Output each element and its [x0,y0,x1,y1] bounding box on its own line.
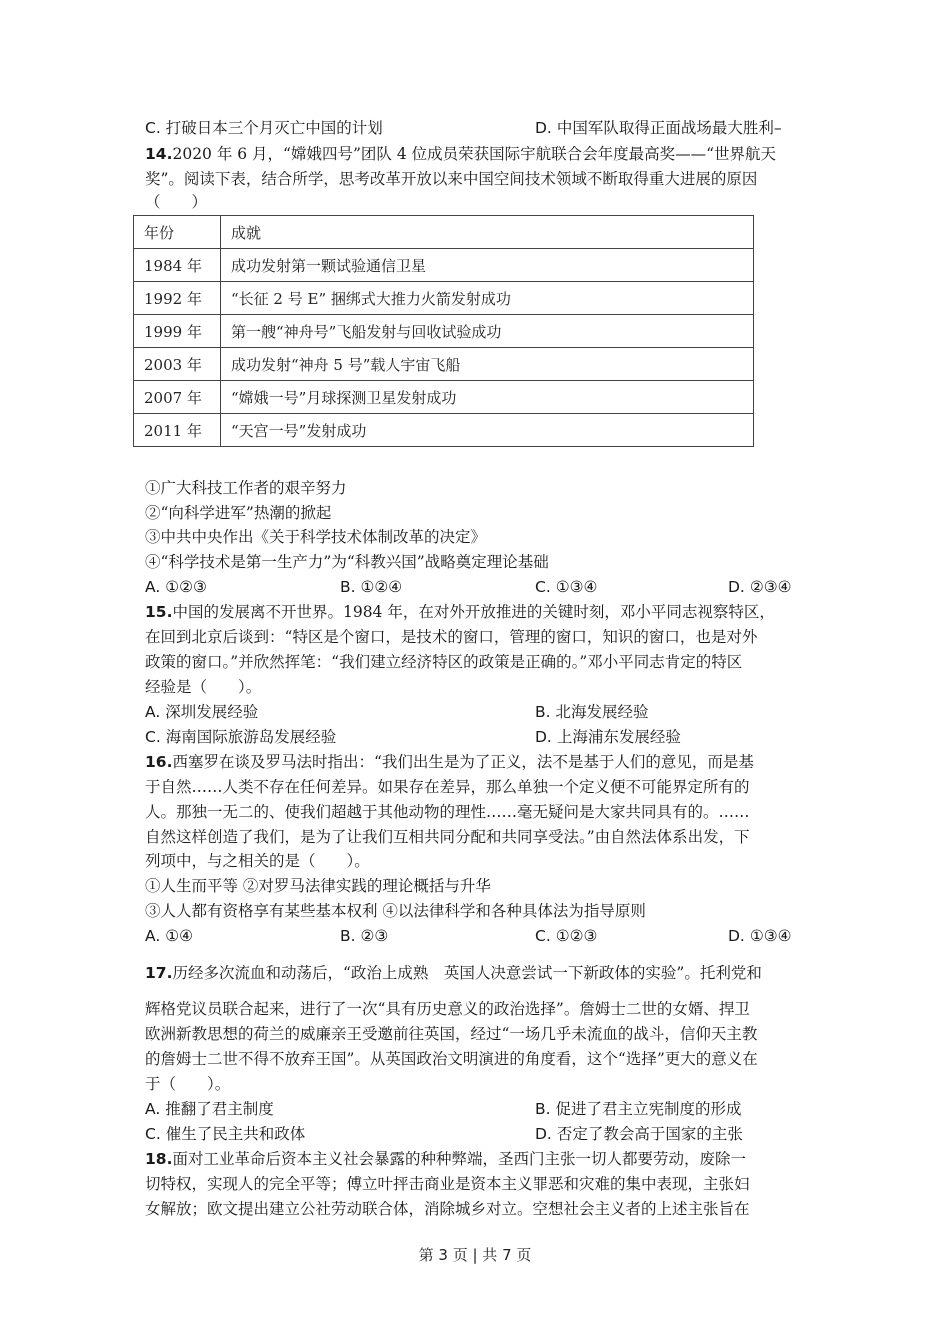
table-row [134,348,754,381]
q17-stem-line-5: 于（ ）。 [145,1075,231,1093]
cell-year: 1984 年 [134,249,221,282]
q17-stem-line-1: 17.历经多次流血和动荡后，“政治上成熟 英国人决意尝试一下新政体的实验”。托利党和 [145,964,762,982]
q14-stem-line-1: 14.2020 年 6 月，“嫦娥四号”团队 4 位成员荣获国际宇航联合会年度最高奖——“世界航天 [145,145,777,163]
q14-option-a: A. ①②③ [145,578,207,596]
q16-option-a: A. ①④ [145,927,193,945]
question-number: 14. [145,145,173,163]
header-year: 年份 [134,216,221,249]
q14-option-d: D. ②③④ [728,578,792,596]
q16-stem-line-3: 人。那独一无二的、使我们超越于其他动物的理性……毫无疑问是大家共同具有的。…… [145,803,750,821]
table-header-row [134,216,754,249]
achievements-table [133,215,754,447]
table-row [134,414,754,447]
q17-stem-line-2: 辉格党议员联合起来，进行了一次“具有历史意义的政治选择”。詹姆士二世的女婿、捍卫 [145,1000,750,1018]
q17-stem-line-4: 的詹姆士二世不得不放弃王国”。从英国政治文明演进的角度看，这个“选择”更大的意义在 [145,1050,758,1068]
q18-stem-line-3: 女解放；欧文提出建立公社劳动联合体，消除城乡对立。空想社会主义者的上述主张旨在 [145,1200,750,1218]
question-number: 15. [145,603,173,621]
option-text: 中国军队取得正面战场最大胜利– [556,119,782,137]
q14-stem-line-2: 奖”。阅读下表，结合所学，思考改革开放以来中国空间技术领域不断取得重大进展的原因 [145,170,758,188]
option-label: D. [535,119,552,137]
q14-item-3: ③中共中央作出《关于科学技术体制改革的决定》 [145,528,487,546]
cell-achievement: 第一艘“神舟号”飞船发射与回收试验成功 [221,315,754,348]
q15-stem-line-2: 在回到北京后谈到：“特区是个窗口，是技术的窗口，管理的窗口，知识的窗口，也是对外 [145,628,758,646]
q17-stem-line-3: 欧洲新教思想的荷兰的威廉亲王受邀前往英国，经过“一场几乎未流血的战斗，信仰天主教 [145,1025,758,1043]
q18-stem-line-2: 切特权，实现人的完全平等；傅立叶抨击商业是资本主义罪恶和灾难的集中表现，主张妇 [145,1175,750,1193]
q15-option-d: D. 上海浦东发展经验 [535,728,681,746]
q17-option-a: A. 推翻了君主制度 [145,1100,274,1118]
q16-stem-line-4: 自然这样创造了我们，是为了让我们互相共同分配和共同享受法。”由自然法体系出发，下 [145,828,750,846]
q15-option-c: C. 海南国际旅游岛发展经验 [145,728,337,746]
q16-stem-line-2: 于自然……人类不存在任何差异。如果存在差异，那么单独一个定义便不可能界定所有的 [145,778,750,796]
q15-stem-line-3: 政策的窗口。”并欣然挥笔：“我们建立经济特区的政策是正确的。”邓小平同志肯定的特区 [145,653,743,671]
cell-year: 2003 年 [134,348,221,381]
table-row [134,282,754,315]
cell-achievement: “嫦娥一号”月球探测卫星发射成功 [221,381,754,414]
q16-option-d: D. ①③④ [728,927,792,945]
table-row [134,315,754,348]
q16-option-c: C. ①②③ [535,927,598,945]
q14-stem-line-3: （ ） [145,193,208,211]
cell-achievement: “天宫一号”发射成功 [221,414,754,447]
cell-year: 1999 年 [134,315,221,348]
q15-option-b: B. 北海发展经验 [535,703,649,721]
cell-year: 2011 年 [134,414,221,447]
q15-stem-line-4: 经验是（ ）。 [145,678,262,696]
q16-stem-line-1: 16.西塞罗在谈及罗马法时指出：“我们出生是为了正义，法不是基于人们的意见，而是基 [145,753,754,771]
q16-items-line-1: ①人生而平等 ②对罗马法律实践的理论概括与升华 [145,877,491,895]
q14-item-4: ④“科学技术是第一生产力”为“科教兴国”战略奠定理论基础 [145,553,549,571]
q17-option-d: D. 否定了教会高于国家的主张 [535,1125,743,1143]
q18-stem-line-1: 18.面对工业革命后资本主义社会暴露的种种弊端，圣西门主张一切人都要劳动，废除一 [145,1150,746,1168]
q16-items-line-2: ③人人都有资格享有某些基本权利 ④以法律科学和各种具体法为指导原则 [145,902,646,920]
table-row [134,249,754,282]
option-label: C. [145,119,161,137]
question-number: 18. [145,1150,173,1168]
q14-option-b: B. ①②④ [340,578,403,596]
question-number: 17. [145,964,173,982]
cell-achievement: “长征 2 号 E” 捆绑式大推力火箭发射成功 [221,282,754,315]
q14-option-c: C. ①③④ [535,578,598,596]
q13-option-d [535,118,782,138]
q13-option-c [145,118,383,138]
header-achievement: 成就 [221,216,754,249]
q16-option-b: B. ②③ [340,927,389,945]
cell-achievement: 成功发射“神舟 5 号”载人宇宙飞船 [221,348,754,381]
q14-item-2: ②“向科学进军”热潮的掀起 [145,504,332,522]
cell-year: 2007 年 [134,381,221,414]
q16-stem-line-5: 列项中，与之相关的是（ ）。 [145,852,370,870]
page-footer: 第 3 页 | 共 7 页 [418,1246,532,1264]
q14-item-1: ①广大科技工作者的艰辛努力 [145,479,347,497]
q17-option-b: B. 促进了君主立宪制度的形成 [535,1100,742,1118]
option-text: 打破日本三个月灭亡中国的计划 [165,119,383,137]
q15-option-a: A. 深圳发展经验 [145,703,259,721]
q15-stem-line-1: 15.中国的发展离不开世界。1984 年，在对外开放推进的关键时刻，邓小平同志视察特区， [145,603,775,621]
cell-year: 1992 年 [134,282,221,315]
question-number: 16. [145,753,173,771]
q17-option-c: C. 催生了民主共和政体 [145,1125,306,1143]
table-row [134,381,754,414]
cell-achievement: 成功发射第一颗试验通信卫星 [221,249,754,282]
